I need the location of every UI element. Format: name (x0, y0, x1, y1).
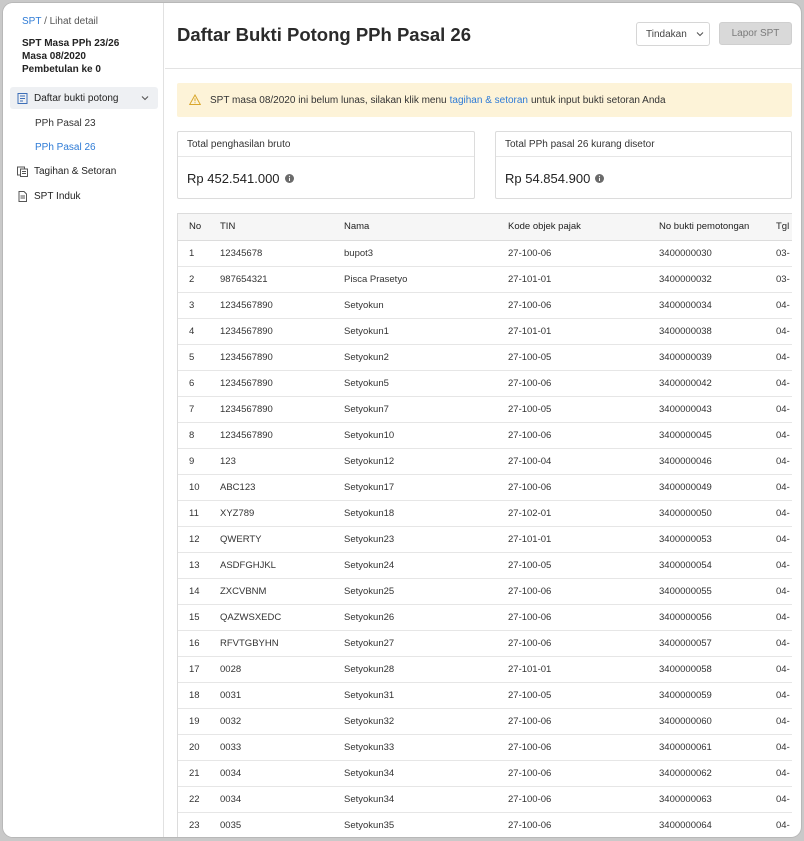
bukti-potong-table (177, 213, 792, 837)
table-cell: XYZ789 (220, 500, 344, 526)
table-cell: 0033 (220, 734, 344, 760)
table-cell: Setyokun7 (344, 396, 508, 422)
table-cell: 04- (776, 526, 792, 552)
table-cell: 27-100-06 (508, 240, 659, 266)
table-row[interactable] (178, 786, 792, 812)
table-cell: 3400000046 (659, 448, 776, 474)
info-circle-icon[interactable] (595, 174, 604, 183)
table-cell: 15 (178, 604, 220, 630)
table-cell: 27-100-06 (508, 760, 659, 786)
table-cell: 27-100-05 (508, 682, 659, 708)
table-cell: 27-101-01 (508, 656, 659, 682)
chevron-down-icon (696, 30, 704, 38)
table-cell: 5 (178, 344, 220, 370)
table-cell: 12 (178, 526, 220, 552)
table-cell: 20 (178, 734, 220, 760)
spt-info (22, 37, 119, 76)
table-cell: Setyokun25 (344, 578, 508, 604)
table-cell: 27-100-06 (508, 786, 659, 812)
column-header[interactable]: Kode objek pajak (508, 214, 659, 240)
table-cell: 27-100-06 (508, 578, 659, 604)
tindakan-label: Tindakan (646, 28, 687, 40)
card-value: Rp 54.854.900 (505, 170, 591, 186)
table-cell: Setyokun1 (344, 318, 508, 344)
breadcrumb (22, 16, 98, 27)
table-row[interactable] (178, 656, 792, 682)
table-row[interactable] (178, 370, 792, 396)
sidebar-subitem-pph-23[interactable]: PPh Pasal 23 (35, 117, 96, 129)
table-cell: 18 (178, 682, 220, 708)
table-cell: 04- (776, 812, 792, 837)
table-cell: 3400000055 (659, 578, 776, 604)
table-cell: 123 (220, 448, 344, 474)
table-cell: 0035 (220, 812, 344, 837)
table-cell: 04- (776, 604, 792, 630)
table-cell: 3400000058 (659, 656, 776, 682)
table-cell: 04- (776, 786, 792, 812)
table-cell: 0032 (220, 708, 344, 734)
table-cell: 04- (776, 630, 792, 656)
table-cell: ABC123 (220, 474, 344, 500)
table-cell: Setyokun31 (344, 682, 508, 708)
table-cell: 1234567890 (220, 370, 344, 396)
document-icon (17, 191, 28, 202)
table-cell: Setyokun27 (344, 630, 508, 656)
table-row[interactable] (178, 760, 792, 786)
table-cell: 03- (776, 266, 792, 292)
column-header[interactable]: TIN (220, 214, 344, 240)
table-cell: bupot3 (344, 240, 508, 266)
table-cell: 17 (178, 656, 220, 682)
table-cell: 27-101-01 (508, 526, 659, 552)
table-cell: 27-100-06 (508, 370, 659, 396)
table-cell: 10 (178, 474, 220, 500)
table-cell: 04- (776, 474, 792, 500)
table-cell: 3400000050 (659, 500, 776, 526)
table-cell: Pisca Prasetyo (344, 266, 508, 292)
table-cell: 3400000049 (659, 474, 776, 500)
table-cell: 04- (776, 500, 792, 526)
table-row[interactable] (178, 266, 792, 292)
table-cell: RFVTGBYHN (220, 630, 344, 656)
table-cell: 3400000059 (659, 682, 776, 708)
table-cell: 3400000045 (659, 422, 776, 448)
table-row[interactable] (178, 526, 792, 552)
table-cell: 04- (776, 656, 792, 682)
list-document-icon (17, 93, 28, 104)
table-cell: 3 (178, 292, 220, 318)
table-cell: 04- (776, 448, 792, 474)
spt-correction: Pembetulan ke 0 (22, 64, 101, 75)
table-cell: 3400000034 (659, 292, 776, 318)
table-cell: ZXCVBNM (220, 578, 344, 604)
table-cell: 27-100-06 (508, 292, 659, 318)
table-cell: 3400000064 (659, 812, 776, 837)
card-value-row (496, 157, 791, 199)
table-cell: 1234567890 (220, 292, 344, 318)
warning-triangle-icon (189, 94, 201, 106)
table-cell: 16 (178, 630, 220, 656)
table-cell: 1234567890 (220, 422, 344, 448)
table-cell: 3400000060 (659, 708, 776, 734)
table-cell: Setyokun18 (344, 500, 508, 526)
alert-text-after: untuk input bukti setoran Anda (531, 94, 666, 106)
table-cell: Setyokun34 (344, 786, 508, 812)
table-cell: 8 (178, 422, 220, 448)
main-content (165, 3, 801, 837)
table-cell: Setyokun24 (344, 552, 508, 578)
table-cell: 0034 (220, 760, 344, 786)
table-cell: Setyokun17 (344, 474, 508, 500)
table-cell: Setyokun12 (344, 448, 508, 474)
breadcrumb-separator: / (44, 16, 47, 27)
table-cell: 14 (178, 578, 220, 604)
sidebar-item-label: SPT Induk (34, 190, 81, 202)
table-cell: 3400000030 (659, 240, 776, 266)
table-cell: 04- (776, 292, 792, 318)
table-row[interactable] (178, 240, 792, 266)
table-cell: 2 (178, 266, 220, 292)
table-cell: 3400000056 (659, 604, 776, 630)
table-cell: 27-100-05 (508, 552, 659, 578)
table-cell: 04- (776, 552, 792, 578)
table-cell: 0034 (220, 786, 344, 812)
table-cell: 3400000062 (659, 760, 776, 786)
spt-type: SPT Masa PPh 23/26 (22, 38, 120, 49)
table-cell: 04- (776, 396, 792, 422)
table-cell: 3400000032 (659, 266, 776, 292)
spt-period: Masa 08/2020 (22, 51, 86, 62)
column-header[interactable]: Nama (344, 214, 508, 240)
table-cell: 27-100-06 (508, 630, 659, 656)
table-cell: Setyokun (344, 292, 508, 318)
alert-text-before: SPT masa 08/2020 ini belum lunas, silakan klik menu (210, 94, 447, 106)
table-row[interactable] (178, 812, 792, 837)
table-cell: 04- (776, 708, 792, 734)
tindakan-dropdown-button[interactable] (636, 22, 710, 46)
card-value: Rp 452.541.000 (187, 170, 280, 186)
card-label: Total PPh pasal 26 kurang disetor (496, 132, 791, 157)
table-cell: 12345678 (220, 240, 344, 266)
table-cell: Setyokun28 (344, 656, 508, 682)
table-cell: 3400000057 (659, 630, 776, 656)
table-cell: ASDFGHJKL (220, 552, 344, 578)
sidebar-item-label: Tagihan & Setoran (34, 165, 117, 177)
card-total-pph26 (495, 131, 792, 199)
table-cell: 27-100-05 (508, 344, 659, 370)
table-cell: 03- (776, 240, 792, 266)
table-cell: 27-100-06 (508, 812, 659, 837)
table-row[interactable] (178, 630, 792, 656)
page-title: Daftar Bukti Potong PPh Pasal 26 (177, 24, 472, 45)
breadcrumb-current: Lihat detail (49, 16, 98, 27)
table-cell: 04- (776, 734, 792, 760)
table-cell: 3400000042 (659, 370, 776, 396)
table-cell: 27-101-01 (508, 318, 659, 344)
table-header-row (178, 214, 792, 240)
sidebar-item-daftar-bukti-potong[interactable] (10, 87, 158, 109)
table-row[interactable] (178, 474, 792, 500)
page-header (165, 3, 801, 69)
table-cell: 27-102-01 (508, 500, 659, 526)
chevron-down-icon (141, 94, 149, 102)
table-cell: 27-101-01 (508, 266, 659, 292)
table-cell: Setyokun35 (344, 812, 508, 837)
table-row[interactable] (178, 552, 792, 578)
table-cell: 27-100-05 (508, 396, 659, 422)
card-value-row (178, 157, 474, 199)
table-row[interactable] (178, 344, 792, 370)
table-cell: 19 (178, 708, 220, 734)
table-cell: 4 (178, 318, 220, 344)
table-row[interactable] (178, 396, 792, 422)
sidebar (3, 3, 164, 837)
payment-alert (177, 83, 792, 117)
table-cell: 987654321 (220, 266, 344, 292)
card-label: Total penghasilan bruto (178, 132, 474, 157)
table-cell: 3400000039 (659, 344, 776, 370)
table-cell: 13 (178, 552, 220, 578)
sidebar-item-label: Daftar bukti potong (34, 92, 119, 104)
table-row[interactable] (178, 448, 792, 474)
column-header[interactable]: No bukti pemotongan (659, 214, 776, 240)
table-cell: 27-100-06 (508, 734, 659, 760)
table-cell: 1234567890 (220, 318, 344, 344)
breadcrumb-spt-link[interactable]: SPT (22, 16, 42, 27)
table-row[interactable] (178, 318, 792, 344)
table-cell: 1234567890 (220, 396, 344, 422)
column-header[interactable]: No (178, 214, 220, 240)
table-row[interactable] (178, 292, 792, 318)
table-cell: 04- (776, 318, 792, 344)
tagihan-setoran-link[interactable]: tagihan & setoran (449, 94, 528, 106)
table-cell: 04- (776, 578, 792, 604)
table-cell: Setyokun10 (344, 422, 508, 448)
sidebar-subitem-pph-26[interactable]: PPh Pasal 26 (35, 141, 96, 153)
table-cell: 27-100-06 (508, 474, 659, 500)
table-cell: 0031 (220, 682, 344, 708)
table-cell: 04- (776, 344, 792, 370)
table-cell: Setyokun2 (344, 344, 508, 370)
sidebar-nav (10, 87, 158, 210)
table-row[interactable] (178, 734, 792, 760)
table-cell: 04- (776, 760, 792, 786)
table-cell: 04- (776, 370, 792, 396)
table-cell: 1234567890 (220, 344, 344, 370)
table-cell: QWERTY (220, 526, 344, 552)
table-cell: 9 (178, 448, 220, 474)
table-cell: Setyokun5 (344, 370, 508, 396)
table-cell: 1 (178, 240, 220, 266)
table-cell: 04- (776, 422, 792, 448)
table-cell: 3400000061 (659, 734, 776, 760)
card-total-bruto (177, 131, 475, 199)
info-circle-icon[interactable] (285, 174, 294, 183)
table-cell: 27-100-04 (508, 448, 659, 474)
table-cell: 7 (178, 396, 220, 422)
lapor-spt-button[interactable]: Lapor SPT (719, 22, 792, 45)
table-cell: Setyokun33 (344, 734, 508, 760)
table-cell: QAZWSXEDC (220, 604, 344, 630)
sidebar-item-spt-induk[interactable] (10, 185, 158, 207)
table-cell: Setyokun23 (344, 526, 508, 552)
table-cell: Setyokun34 (344, 760, 508, 786)
table-cell: Setyokun26 (344, 604, 508, 630)
app-window (3, 3, 801, 837)
table-cell: 3400000038 (659, 318, 776, 344)
sidebar-item-tagihan-setoran[interactable] (10, 160, 158, 182)
table-cell: 6 (178, 370, 220, 396)
table-row[interactable] (178, 500, 792, 526)
table-cell: 27-100-06 (508, 604, 659, 630)
table-row[interactable] (178, 708, 792, 734)
table-cell: 04- (776, 682, 792, 708)
table-cell: 22 (178, 786, 220, 812)
table-cell: Setyokun32 (344, 708, 508, 734)
table-cell: 3400000043 (659, 396, 776, 422)
table-row[interactable] (178, 422, 792, 448)
table-row[interactable] (178, 682, 792, 708)
table-cell: 11 (178, 500, 220, 526)
table-cell: 27-100-06 (508, 422, 659, 448)
table-cell: 27-100-06 (508, 708, 659, 734)
table-cell: 3400000053 (659, 526, 776, 552)
table-cell: 23 (178, 812, 220, 837)
receipt-icon (17, 166, 28, 177)
table-body (178, 240, 792, 837)
table-row[interactable] (178, 604, 792, 630)
table-row[interactable] (178, 578, 792, 604)
table-cell: 21 (178, 760, 220, 786)
table-cell: 0028 (220, 656, 344, 682)
table-cell: 3400000063 (659, 786, 776, 812)
column-header[interactable]: Tgl (776, 214, 792, 240)
table-cell: 3400000054 (659, 552, 776, 578)
